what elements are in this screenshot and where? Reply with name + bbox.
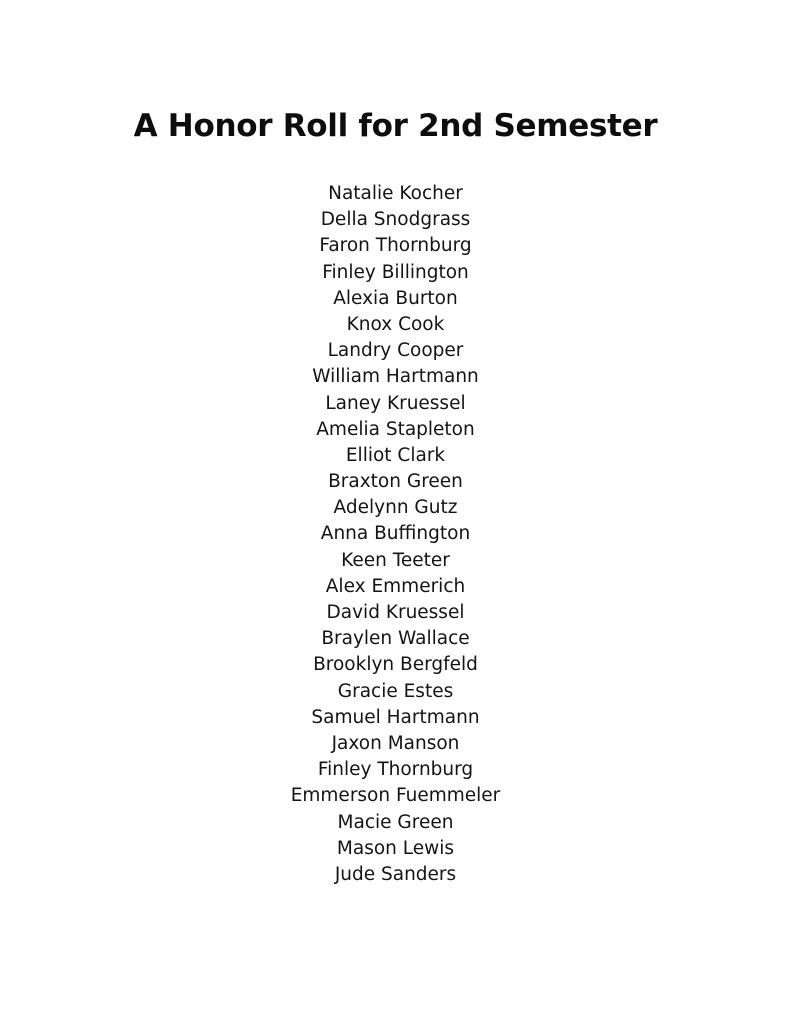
list-item: Natalie Kocher xyxy=(328,183,463,204)
list-item: Macie Green xyxy=(337,811,454,833)
list-item: Faron Thornburg xyxy=(319,235,472,257)
list-item: Adelynn Gutz xyxy=(333,497,458,519)
list-item: Finley Billington xyxy=(322,261,469,283)
list-item: Alex Emmerich xyxy=(325,575,466,597)
list-item: Gracie Estes xyxy=(337,680,454,702)
list-item: David Kruessel xyxy=(326,602,465,623)
list-item: Braxton Green xyxy=(328,471,463,493)
list-item: Alexia Burton xyxy=(333,287,458,309)
page-title: A Honor Roll for 2nd Semester xyxy=(133,108,658,144)
list-item: Landry Cooper xyxy=(327,340,464,362)
list-item: Samuel Hartmann xyxy=(311,706,480,728)
list-item: Anna Buffington xyxy=(320,523,471,545)
list-item: Braylen Wallace xyxy=(321,628,470,650)
list-item: Elliot Clark xyxy=(345,444,446,466)
honor-roll-list xyxy=(0,181,791,888)
list-item: Mason Lewis xyxy=(336,837,455,859)
list-item: Amelia Stapleton xyxy=(316,418,475,440)
list-item: Keen Teeter xyxy=(341,549,450,571)
list-item: Jaxon Manson xyxy=(331,732,460,754)
list-item: Brooklyn Bergfeld xyxy=(313,654,478,676)
list-item: Finley Thornburg xyxy=(317,759,474,781)
list-item: Jude Sanders xyxy=(334,863,457,885)
list-item: Laney Kruessel xyxy=(325,392,466,414)
list-item: William Hartmann xyxy=(312,366,479,388)
list-item: Emmerson Fuemmeler xyxy=(290,785,501,807)
list-item: Knox Cook xyxy=(346,313,445,335)
list-item: Della Snodgrass xyxy=(320,209,471,231)
